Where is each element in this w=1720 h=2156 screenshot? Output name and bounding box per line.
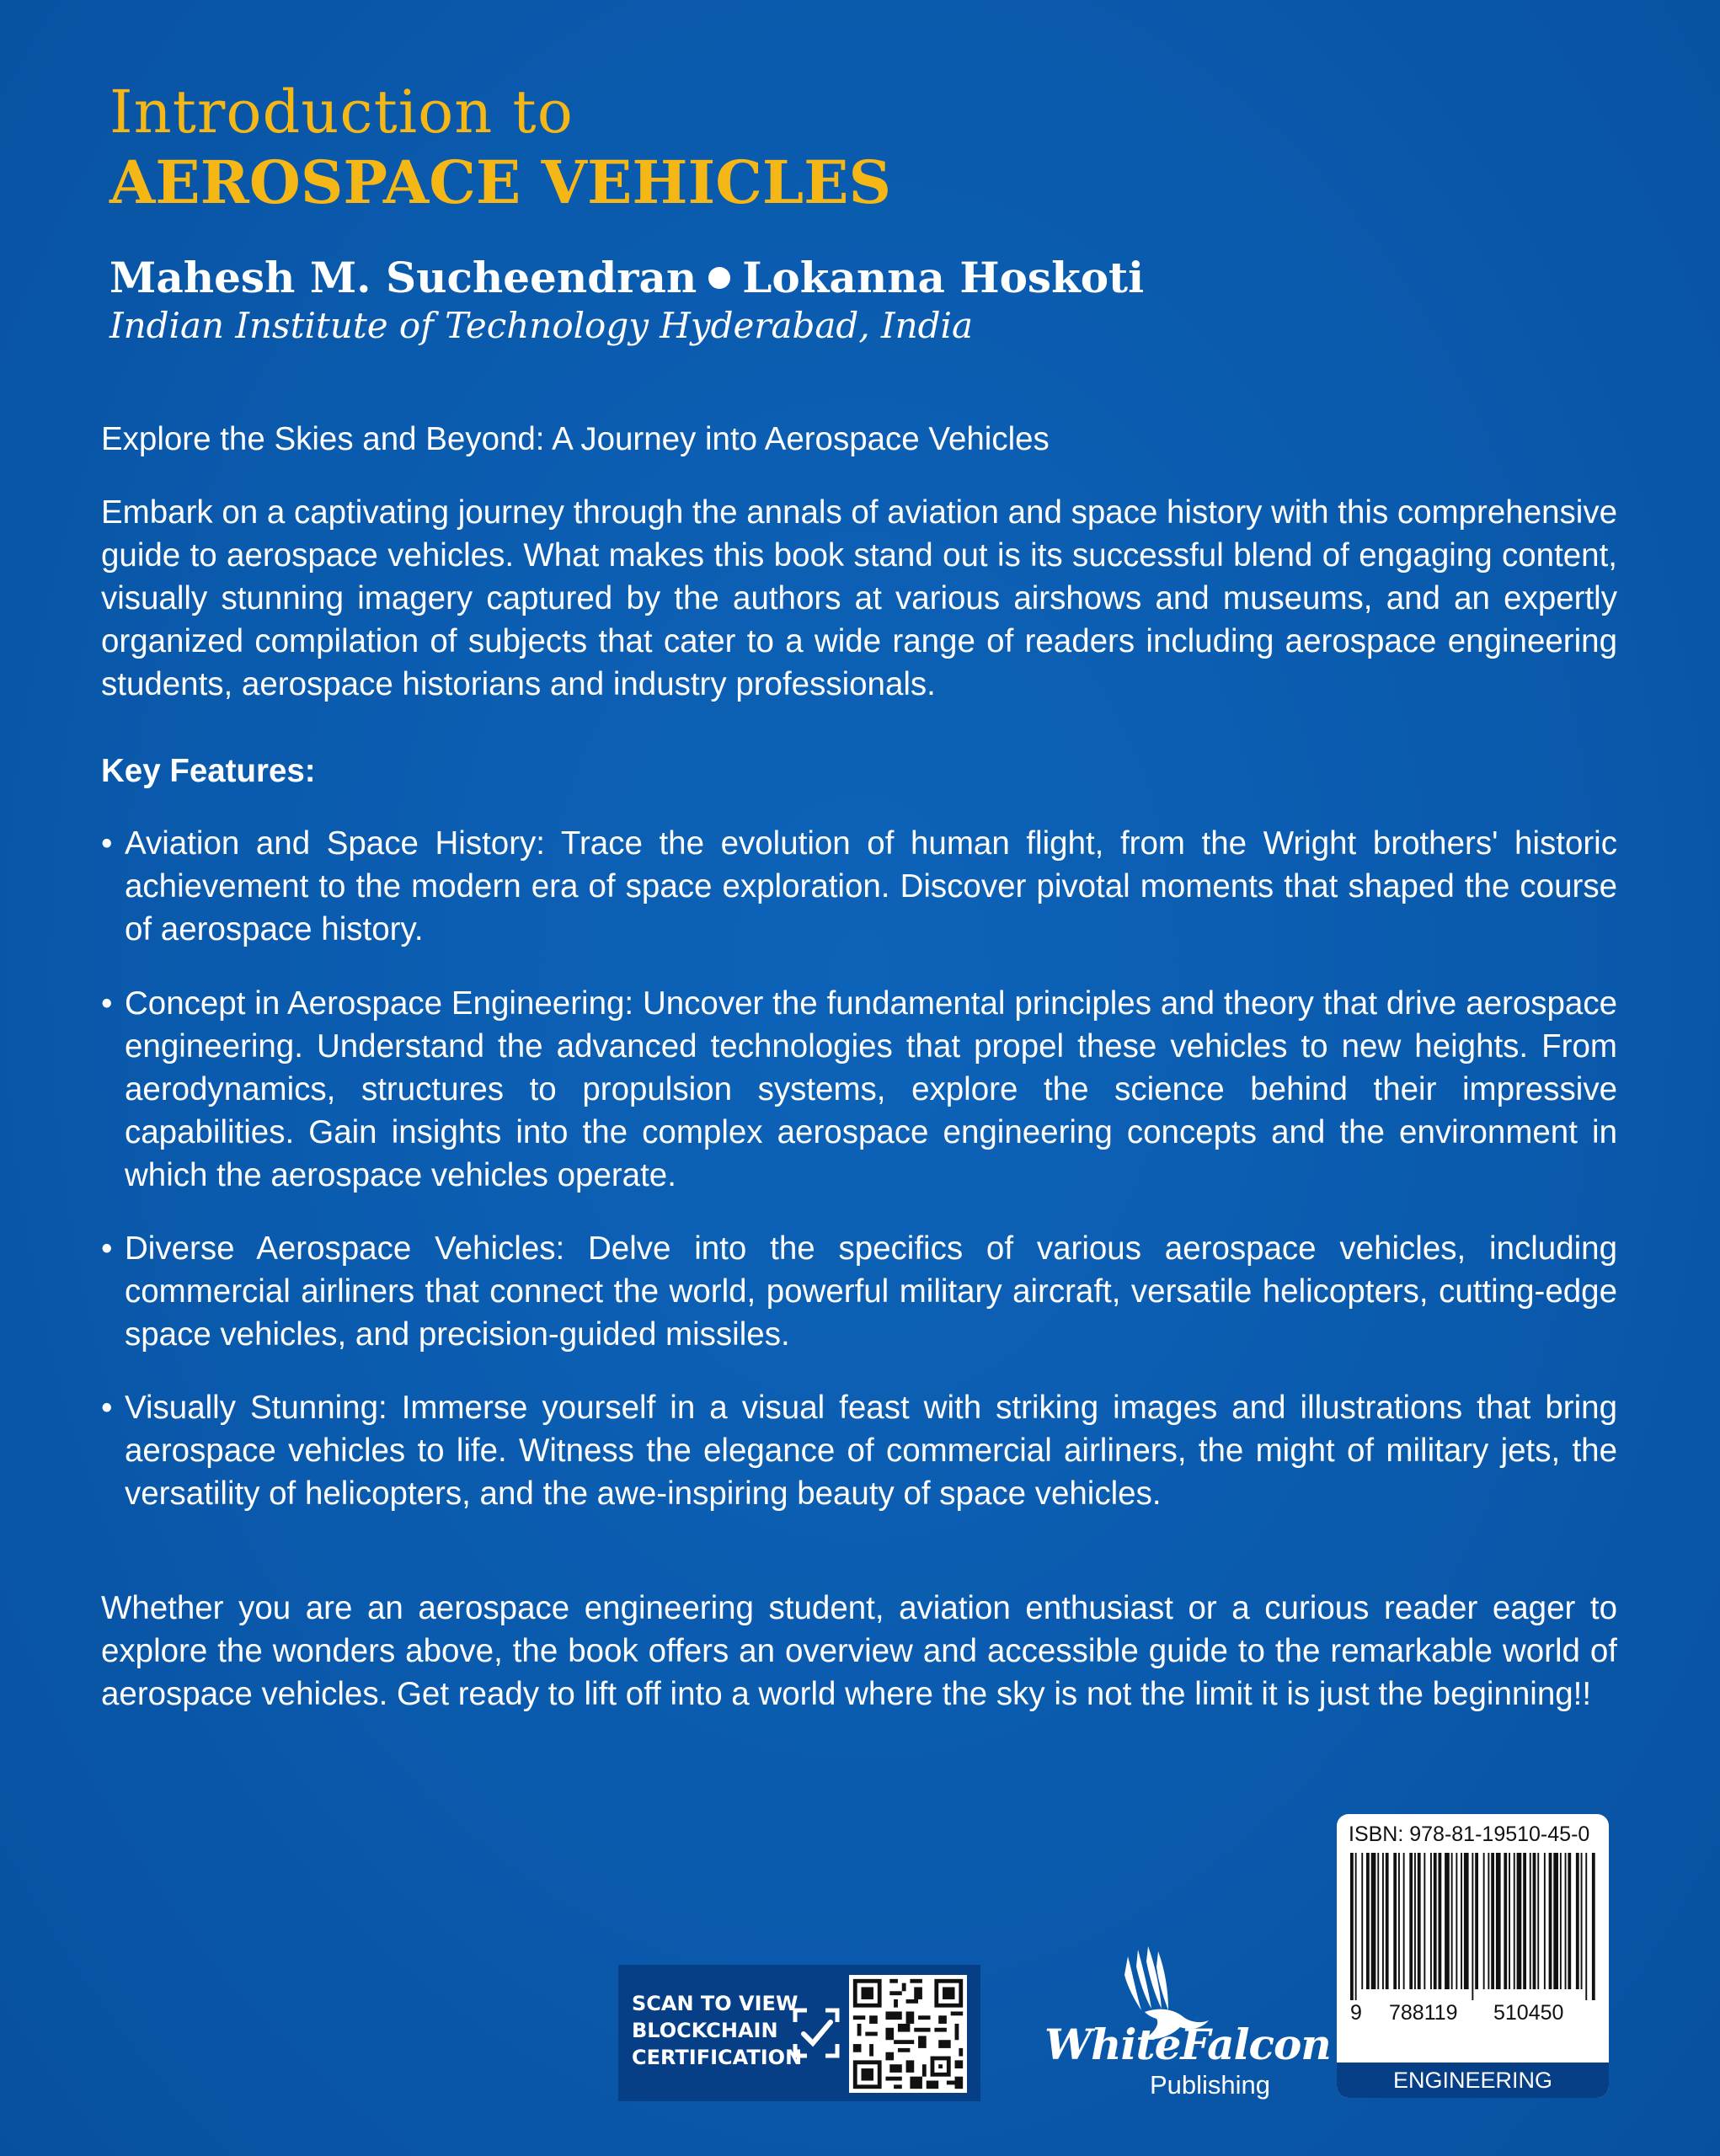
separator-dot [708, 267, 730, 289]
barcode-bar [1361, 1853, 1363, 1989]
barcode-bar [1496, 1853, 1501, 1989]
book-title-line1: Introduction to [110, 77, 574, 147]
barcode-digit-lead: 9 [1350, 2001, 1362, 2025]
barcode-icon [1347, 1853, 1598, 2000]
barcode-bar [1386, 1853, 1389, 1989]
publisher-name: WhiteFalcon [1044, 2020, 1331, 2069]
authors [110, 253, 1144, 302]
barcode-bar [1445, 1853, 1450, 1989]
barcode-bar [1560, 1853, 1562, 1989]
barcode-bar [1530, 1853, 1531, 1989]
feature-item [101, 822, 1617, 951]
barcode-bar [1553, 1853, 1558, 1989]
barcode-bar [1414, 1853, 1416, 1989]
barcode-bar [1488, 1853, 1489, 1989]
barcode-bar [1592, 1853, 1595, 2000]
barcode-bar [1393, 1853, 1397, 1989]
barcode-bar [1523, 1853, 1526, 1989]
barcode-bar [1382, 1853, 1384, 1989]
barcode-bar [1533, 1853, 1536, 1989]
barcode-bar [1424, 1853, 1425, 1989]
qr-caption-line: SCAN TO VIEW [632, 1992, 799, 2015]
barcode-bar [1504, 1853, 1507, 1989]
barcode-bar [1585, 1853, 1587, 2000]
barcode-digits-right: 510450 [1493, 2001, 1564, 2025]
book-title-line2: AEROSPACE VEHICLES [110, 147, 892, 217]
affiliation: Indian Institute of Technology Hyderabad, India [110, 305, 974, 346]
barcode-bar [1398, 1853, 1400, 1989]
author-1: Mahesh M. Sucheendran [110, 253, 697, 302]
barcode-bar [1475, 1853, 1478, 1989]
key-features-heading: Key Features: [101, 753, 316, 789]
bullet: • [101, 825, 113, 862]
qr-caption-line: BLOCKCHAIN [632, 2019, 778, 2042]
feature-text: Aviation and Space History: Trace the evolution of human flight, from the Wright brothers' historic achievement to the modern era of space exploration. Discover pivotal moments that shaped the course of aerospace history. [125, 825, 1617, 947]
barcode-bar [1514, 1853, 1515, 1989]
feature-item [101, 982, 1617, 1197]
barcode-bar [1509, 1853, 1510, 1989]
barcode-bar [1456, 1853, 1457, 1989]
barcode-bar [1483, 1853, 1485, 1989]
feature-text: Concept in Aerospace Engineering: Uncover the fundamental principles and theory that drive aerospace engineering. Understand the advanced technologies that propel these vehicles to new heights. From aerodynamics, structures to propulsion systems, explore the science behind their impressive capabilities. Gain insights into the complex aerospace engineering concepts and the environment in which the aerospace vehicles operate. [125, 985, 1617, 1193]
isbn-text: ISBN: 978-81-19510-45-0 [1349, 1822, 1590, 1846]
barcode-bar [1439, 1853, 1442, 1989]
qr-caption [632, 1990, 802, 2071]
check-scan-icon [792, 2007, 841, 2059]
barcode-bar [1418, 1853, 1421, 1989]
barcode-bar [1430, 1853, 1432, 1989]
barcode-bar [1472, 1853, 1473, 2000]
barcode-bar [1377, 1853, 1379, 1989]
barcode-bar [1537, 1853, 1539, 1989]
barcode-bar [1461, 1853, 1462, 1989]
barcode-bar [1544, 1853, 1546, 1989]
barcode-bar [1581, 1853, 1583, 1989]
barcode-bar [1409, 1853, 1413, 1989]
author-2: Lokanna Hoskoti [742, 253, 1145, 302]
bullet: • [101, 985, 113, 1022]
feature-item [101, 1227, 1617, 1356]
barcode-digits-left: 788119 [1389, 2001, 1458, 2025]
barcode-bar [1568, 1853, 1571, 1989]
isbn-barcode-box [1337, 1814, 1609, 2098]
barcode-bar [1371, 1853, 1376, 1989]
qr-caption-line: CERTIFICATION [632, 2046, 803, 2069]
qr-code[interactable] [849, 1975, 967, 2093]
feature-text: Visually Stunning: Immerse yourself in a visual feast with striking images and illustrations that bring aerospace vehicles to life. Witness the elegance of commercial airliners, the might of military jets, the versatility of helicopters, and the awe-inspiring beauty of space vehicles. [125, 1390, 1617, 1512]
qr-certification-block[interactable] [618, 1965, 980, 2101]
barcode-bar [1576, 1853, 1579, 1989]
barcode-bar [1491, 1853, 1494, 1989]
tagline: Explore the Skies and Beyond: A Journey into Aerospace Vehicles [101, 421, 1050, 457]
closing-paragraph: Whether you are an aerospace engineering student, aviation enthusiast or a curious reader eager to explore the wonders above, the book offers an overview and accessible guide to the remarkable world of aerospace vehicles. Get ready to lift off into a world where the sky is not the limit it is just the beginning!! [101, 1590, 1617, 1712]
barcode-bar [1464, 1853, 1469, 1989]
barcode-bar [1403, 1853, 1405, 1989]
bullet: • [101, 1390, 113, 1426]
barcode-bar [1451, 1853, 1453, 1989]
bullet: • [101, 1230, 113, 1267]
barcode-bar [1366, 1853, 1370, 1989]
publisher-sub: Publishing [1150, 2070, 1271, 2100]
barcode-bar [1355, 1853, 1357, 2000]
feature-item [101, 1386, 1617, 1515]
barcode-bar [1549, 1853, 1552, 1989]
feature-text: Diverse Aerospace Vehicles: Delve into the specifics of various aerospace vehicles, including commercial airliners that connect the world, powerful military aircraft, versatile helicopters, cutting-edge space vehicles, and precision-guided missiles. [125, 1230, 1617, 1353]
barcode-bar [1517, 1853, 1522, 1989]
intro-paragraph: Embark on a captivating journey through the annals of aviation and space history with this comprehensive guide to aerospace vehicles. What makes this book stand out is its successful blend of engaging content, visually stunning imagery captured by the authors at various airshows and museums, and an expertly organized compilation of subjects that cater to a wide range of readers including aerospace engineering students, aerospace historians and industry professionals. [101, 494, 1617, 702]
barcode-bar [1434, 1853, 1437, 1989]
barcode-bar [1350, 1853, 1354, 2000]
barcode-bar [1565, 1853, 1567, 1989]
category-label: ENGINEERING [1337, 2063, 1609, 2098]
